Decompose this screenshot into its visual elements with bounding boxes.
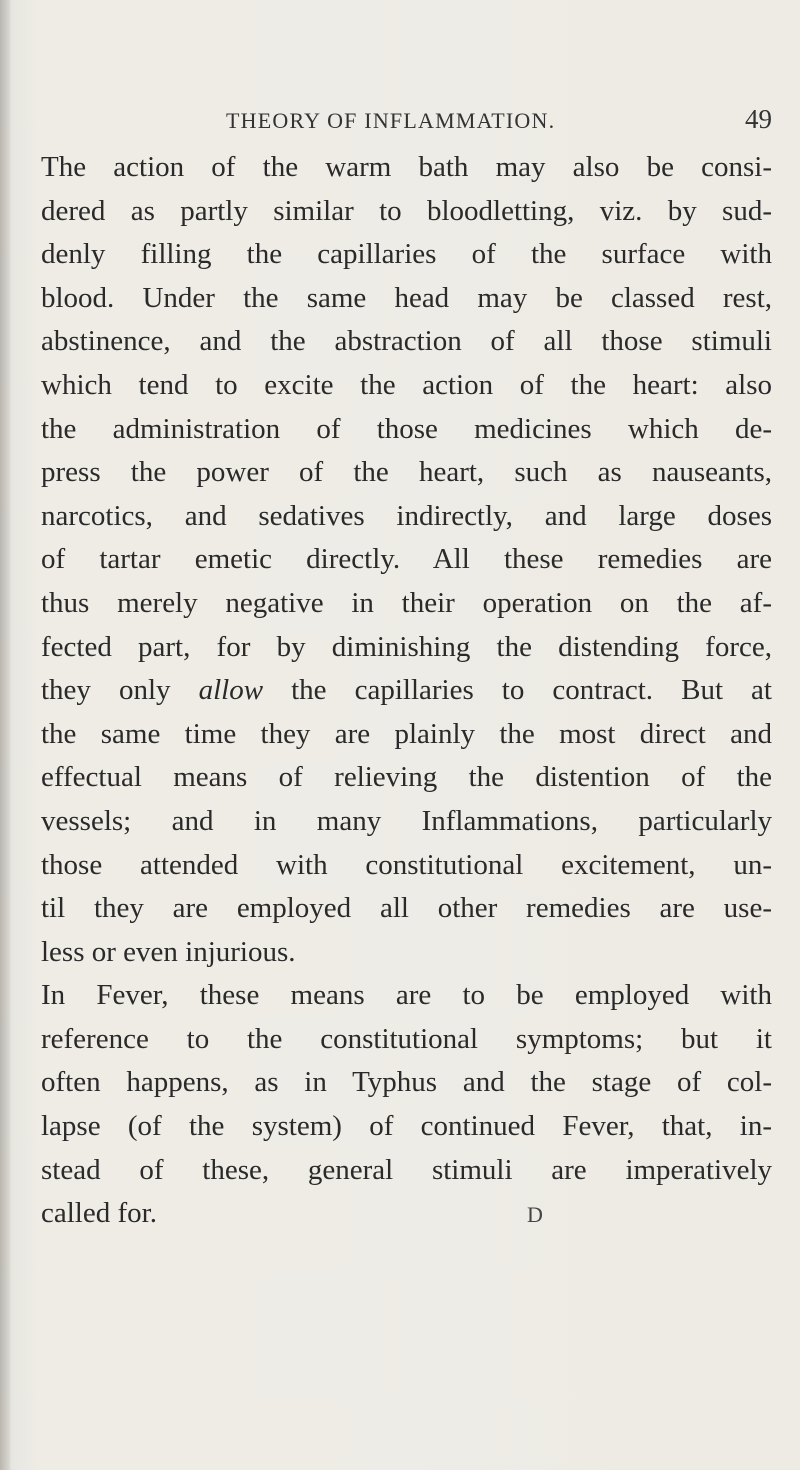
page-number: 49 — [745, 104, 772, 134]
signature-mark: D — [527, 1202, 543, 1227]
text-line: thus merely negative in their operation on the af- — [41, 586, 772, 619]
text-line: the same time they are plainly the most direct and — [41, 717, 772, 750]
text-segment: they only — [41, 674, 199, 707]
text-line: stead of these, general stimuli are imperatively — [41, 1153, 772, 1186]
text-line: less or even injurious. — [41, 935, 296, 968]
text-line: narcotics, and sedatives indirectly, and large doses — [41, 499, 772, 532]
text-line: dered as partly similar to bloodletting, viz. by sud- — [41, 194, 772, 227]
running-title: THEORY OF INFLAMMATION. — [226, 108, 556, 133]
text-line: The action of the warm bath may also be consi- — [41, 151, 772, 183]
body-text — [41, 146, 772, 1236]
running-head — [226, 104, 772, 138]
text-line: lapse (of the system) of continued Fever, that, in- — [41, 1110, 772, 1143]
text-line: blood. Under the same head may be classed rest, — [41, 281, 772, 314]
text-line: denly filling the capillaries of the surface with — [41, 238, 772, 271]
text-line: which tend to excite the action of the heart: also — [41, 368, 772, 401]
text-line: the administration of those medicines which de- — [41, 412, 772, 445]
page-gutter — [0, 0, 10, 1470]
text-line: often happens, as in Typhus and the stage of col- — [41, 1066, 772, 1099]
text-line: called for. — [41, 1197, 157, 1230]
text-line: abstinence, and the abstraction of all those stimuli — [41, 325, 772, 358]
text-line: til they are employed all other remedies are use- — [41, 892, 772, 925]
text-line: press the power of the heart, such as nauseants, — [41, 456, 772, 489]
text-segment: the capillaries to contract. But at — [263, 674, 772, 707]
text-line: of tartar emetic directly. All these remedies are — [41, 543, 772, 576]
text-line: fected part, for by diminishing the distending force, — [41, 630, 772, 663]
text-line: reference to the constitutional symptoms; but it — [41, 1022, 772, 1055]
text-line: vessels; and in many Inflammations, particularly — [41, 804, 772, 837]
italic-emphasis: allow — [198, 674, 264, 707]
text-line-with-italic — [41, 669, 772, 713]
text-line: In Fever, these means are to be employed with — [41, 979, 772, 1012]
text-line: effectual means of relieving the distention of the — [41, 761, 772, 794]
text-line: those attended with constitutional excitement, un- — [41, 848, 772, 881]
